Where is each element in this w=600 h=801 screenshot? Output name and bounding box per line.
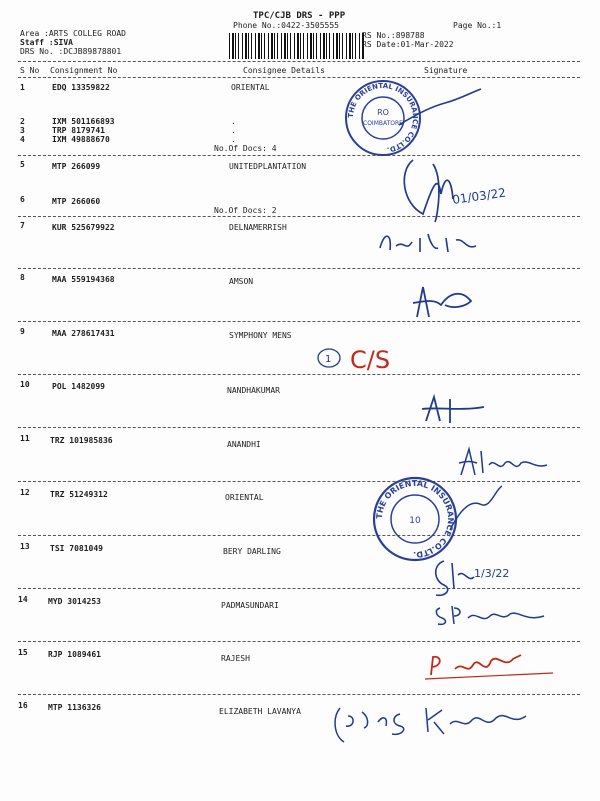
rs-date: RS Date:01-Mar-2022 [362,40,454,49]
signature-row-15 [425,649,555,681]
drs-number: DRS No. :DCJB89878801 [20,47,122,56]
consignee-name: UNITEDPLANTATION [229,162,307,171]
consignee-name: . [231,117,236,126]
row-divider [18,321,580,322]
signature-row-5 [393,154,513,226]
signature-row-1 [395,85,485,130]
row-divider [18,427,580,428]
consignee-name: NANDHAKUMAR [227,386,280,395]
stamp-city: COIMBATORE [363,120,403,127]
staff-field: Staff :SIVA [20,38,73,47]
consignment-number: TRZ 101985836 [50,436,113,445]
doc-count: No.Of Docs: 4 [214,144,277,153]
column-signature: Signature [424,66,468,75]
signature-row-14 [432,600,552,630]
row-sno: 9 [20,327,25,336]
row-divider [18,694,580,695]
signature-row-10 [420,393,490,428]
consignment-number: IXM 49888670 [52,135,110,144]
row-sno: 3 [20,126,25,135]
consignment-number: TRP 8179741 [52,126,105,135]
consignment-number: MTP 266060 [52,197,101,206]
signature-row-16 [330,702,530,744]
signature-row-11 [455,445,555,480]
consignment-number: RJP 1089461 [48,650,101,659]
circled-mark: 1 [325,354,332,365]
consignment-number: MYD 3014253 [48,597,101,606]
row-divider [18,268,580,269]
row-sno: 13 [20,542,30,551]
consignee-name: . [231,135,236,144]
row-divider [18,374,580,375]
signature-date: 1/3/22 [474,567,510,580]
row-sno: 5 [20,160,25,169]
row-sno: 7 [20,221,25,230]
row-divider [18,641,580,642]
row-sno: 15 [18,648,28,657]
consignment-number: MTP 1136326 [48,703,101,712]
row-sno: 8 [20,273,25,282]
document-title: TPC/CJB DRS - PPP [253,11,346,21]
header-divider-bottom [18,77,580,78]
consignment-number: IXM 501166893 [52,117,115,126]
stamp-ring-text: THE ORIENTAL INSURANCE CO.LTD. [374,478,456,560]
consignment-number: POL 1482099 [52,382,105,391]
cs-mark: C/S [350,346,391,374]
consignee-name: BERY DARLING [223,547,281,556]
signature-row-7 [376,228,486,258]
phone-number: Phone No.:0422-3505555 [233,21,339,30]
row-sno: 14 [18,595,28,604]
consignee-name: ANANDHI [227,440,261,449]
column-sno: S No [20,66,40,75]
signature-row-8 [405,283,480,321]
consignee-name: PADMASUNDARI [221,601,279,610]
consignment-number: MAA 559194368 [52,275,115,284]
consignee-name: ELIZABETH LAVANYA [219,707,301,716]
consignee-name: DELNAMERRISH [229,223,287,232]
page-number: Page No.:1 [453,21,502,30]
header-divider-top [18,61,580,62]
rs-number: RS No.:898788 [362,31,425,40]
consignee-name: AMSON [229,277,254,286]
consignee-name: SYMPHONY MENS [229,331,292,340]
stamp-ring-text: THE ORIENTAL INSURANCE CO.LTD. [346,81,420,154]
consignee-name: . [231,126,236,135]
signature-row-13 [428,555,518,600]
consignment-number: MAA 278617431 [52,329,115,338]
row-sno: 1 [20,83,25,92]
signature-row-12 [440,480,510,540]
row-sno: 10 [20,380,30,389]
consignment-number: MTP 266099 [52,162,101,171]
consignment-number: KUR 525679922 [52,223,115,232]
signature-row-9 [316,338,416,378]
column-consignment: Consignment No [50,66,118,75]
row-sno: 16 [18,701,28,710]
area-field: Area :ARTS COLLEG ROAD [20,29,126,38]
row-sno: 4 [20,135,25,144]
row-sno: 12 [20,488,30,497]
consignment-number: TSI 7081049 [50,544,103,553]
consignment-number: EDQ 13359822 [52,83,110,92]
consignee-name: ORIENTAL [225,493,264,502]
row-sno: 11 [20,434,30,443]
signature-date: 01/03/22 [451,185,507,207]
barcode [229,33,365,59]
row-sno: 2 [20,117,25,126]
consignment-number: TRZ 51249312 [50,490,108,499]
row-sno: 6 [20,195,25,204]
doc-count: No.Of Docs: 2 [214,206,277,215]
stamp-ro: RO [377,108,389,117]
column-consignee: Consignee Details [243,66,325,75]
consignee-name: RAJESH [221,654,250,663]
consignee-name: ORIENTAL [231,83,270,92]
stamp-number: 10 [409,516,421,526]
